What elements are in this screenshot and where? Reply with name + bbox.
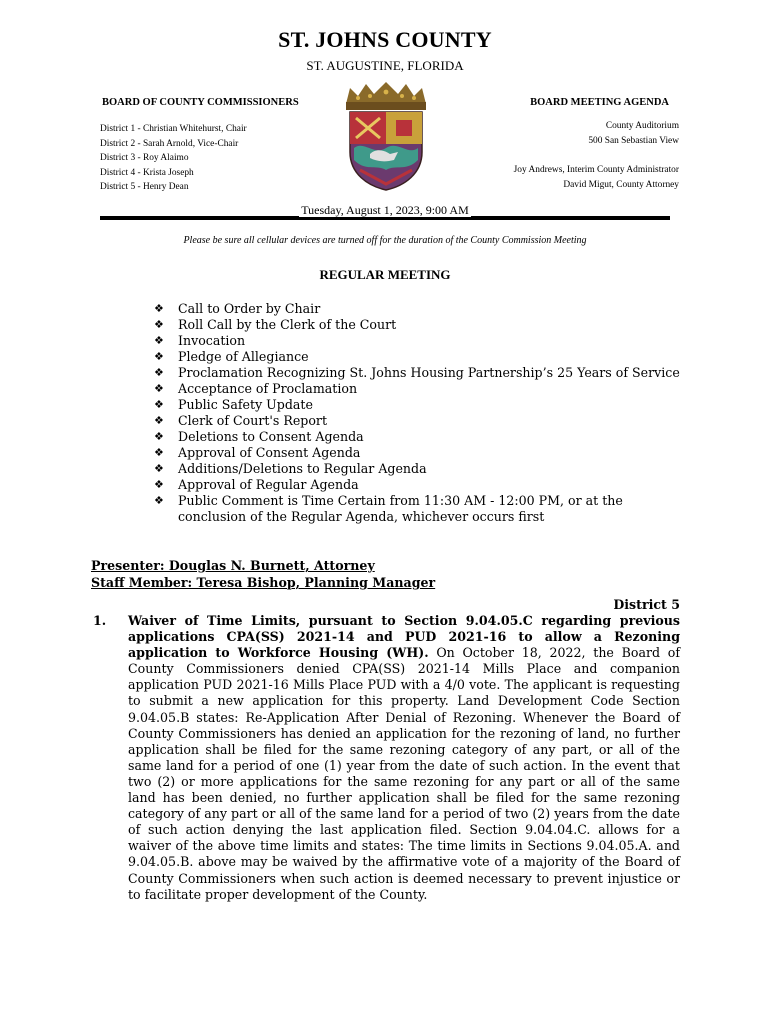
admin-line: Joy Andrews, Interim County Administrator (513, 165, 679, 175)
list-item: ❖ Approval of Consent Agenda (154, 445, 361, 460)
list-item: ❖ Deletions to Consent Agenda (154, 429, 364, 444)
item-body-text: On October 18, 2022, the Board of County Commissioners denied CPA(SS) 2021-14 Mills Place and companion application PUD 2021-16 Mills Place PUD with a 4/0 vote. The applicant is requesting to submit a new application for this property. Land Development Code Section 9.04.05.B states: Re-Application After Denial of Rezoning. Whenever the Board of County Commissioners has denied an application for the rezoning of land, no further application shall be filed for the same rezoning category of any part, or all of the same land for a period of one (1) year from the date of such action. In the event that two (2) or more applications for the same rezoning for any part or all of the same land has been denied, no further application shall be filed for the same rezoning category of any part or all of the same land for a period of two (2) years from the date of such action denying the last application filed. Section 9.04.04.C. allows for a waiver of the above time limits and states: The time limits in Sections 9.04.05.A. and 9.04.05.B. above may be waived by the affirmative vote of a majority of the Board of County Commissioners when such action is deemed necessary to prevent injustice or to facilitate proper development of the County. (128, 645, 680, 902)
venue-line: County Auditorium (605, 121, 679, 131)
diamond-bullet-icon: ❖ (154, 382, 164, 395)
agenda-list (154, 301, 694, 525)
diamond-bullet-icon: ❖ (154, 478, 164, 491)
list-item: ❖ Invocation (154, 333, 246, 348)
venue-line: 500 San Sebastian View (588, 135, 679, 146)
commissioner-item: District 4 - Krista Joseph (100, 167, 194, 178)
district-label: District 5 (613, 597, 680, 612)
list-item: ❖ Acceptance of Proclamation (154, 381, 358, 396)
diamond-bullet-icon: ❖ (154, 318, 164, 331)
list-item: ❖ Public Comment is Time Certain from 11:30 AM - 12:00 PM, or at the conclusion of the Regular Agenda, whichever occurs first (154, 493, 623, 524)
admin-line: David Migut, County Attorney (563, 179, 679, 190)
section-heading: REGULAR MEETING (319, 267, 451, 282)
agenda-label: BOARD MEETING AGENDA (530, 97, 669, 108)
page-subtitle: ST. AUGUSTINE, FLORIDA (306, 58, 464, 73)
diamond-bullet-icon: ❖ (154, 398, 164, 411)
presenter-block (91, 557, 435, 591)
diamond-bullet-icon: ❖ (154, 334, 164, 347)
presenter-line: Presenter: Douglas N. Burnett, Attorney (91, 558, 375, 573)
list-item: ❖ Clerk of Court's Report (154, 413, 328, 428)
list-item: ❖ Roll Call by the Clerk of the Court (154, 317, 397, 332)
diamond-bullet-icon: ❖ (154, 446, 164, 459)
commissioner-item: District 1 - Christian Whitehurst, Chair (100, 124, 247, 134)
commissioner-item: District 3 - Roy Alaimo (100, 153, 189, 164)
item-title: Waiver of Time Limits, pursuant to Section 9.04.05.C regarding previous applications CPA(SS) 2021-14 and PUD 2021-16 to allow a Rezoning application to Workforce Housing (WH). (128, 613, 680, 661)
commissioner-item: District 5 - Henry Dean (100, 182, 189, 193)
list-item: ❖ Approval of Regular Agenda (154, 477, 359, 492)
staff-member-line: Staff Member: Teresa Bishop, Planning Manager (91, 575, 436, 590)
item-number: 1. (93, 613, 107, 628)
list-item: ❖ Additions/Deletions to Regular Agenda (154, 461, 427, 476)
board-label: BOARD OF COUNTY COMMISSIONERS (102, 97, 299, 108)
diamond-bullet-icon: ❖ (154, 350, 164, 363)
cellphone-notice: Please be sure all cellular devices are turned off for the duration of the County Commission Meeting (183, 235, 587, 246)
page-title: ST. JOHNS COUNTY (278, 27, 492, 52)
meeting-datetime: Tuesday, August 1, 2023, 9:00 AM (301, 203, 469, 217)
diamond-bullet-icon: ❖ (154, 414, 164, 427)
diamond-bullet-icon: ❖ (154, 366, 164, 379)
county-seal-icon (340, 82, 432, 194)
list-item: ❖ Call to Order by Chair (154, 301, 321, 316)
diamond-bullet-icon: ❖ (154, 302, 164, 315)
item-description (128, 613, 680, 903)
diamond-bullet-icon: ❖ (154, 494, 164, 507)
list-item: ❖ Public Safety Update (154, 397, 313, 412)
list-item: ❖ Pledge of Allegiance (154, 349, 309, 364)
list-item: ❖ Proclamation Recognizing St. Johns Housing Partnership’s 25 Years of Service (154, 365, 680, 380)
diamond-bullet-icon: ❖ (154, 430, 164, 443)
diamond-bullet-icon: ❖ (154, 462, 164, 475)
commissioner-item: District 2 - Sarah Arnold, Vice-Chair (100, 138, 239, 149)
